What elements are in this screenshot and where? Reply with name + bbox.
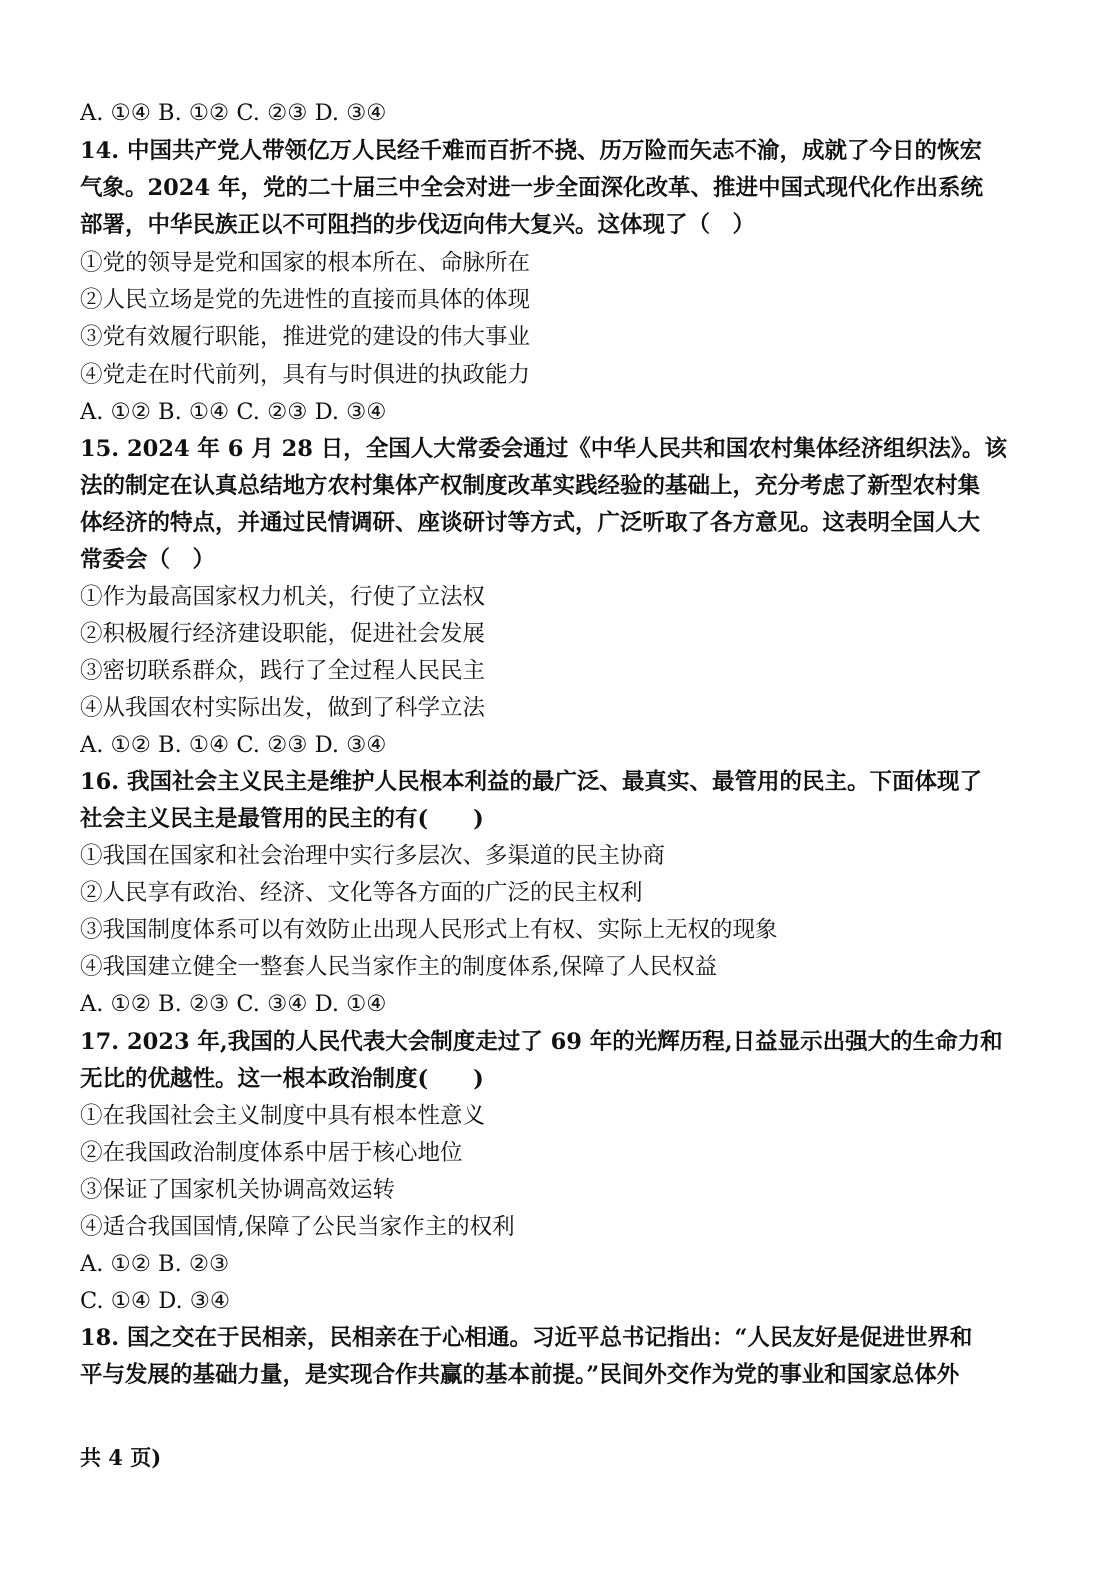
q17-option-3: ③保证了国家机关协调高效运转 (80, 1177, 396, 1203)
q16-option-2: ②人民享有政治、经济、文化等各方面的广泛的民主权利 (80, 880, 643, 906)
q17-option-2: ②在我国政治制度体系中居于核心地位 (80, 1140, 463, 1166)
q15-stem-line-3: 体经济的特点，并通过民情调研、座谈研讨等方式，广泛听取了各方意见。这表明全国人大 (80, 510, 981, 536)
q14-option-4: ④党走在时代前列，具有与时俱进的执政能力 (80, 362, 531, 388)
q15-answer-choices: A. ①② B. ①④ C. ②③ D. ③④ (80, 732, 387, 758)
q17-option-1: ①在我国社会主义制度中具有根本性意义 (80, 1103, 486, 1129)
q17-stem-line-2: 无比的优越性。这一根本政治制度( ) (80, 1066, 484, 1092)
q15-option-2: ②积极履行经济建设职能，促进社会发展 (80, 621, 486, 647)
q17-stem-line-1: 17. 2023 年,我国的人民代表大会制度走过了 69 年的光辉历程,日益显示出强大的生命力和 (80, 1029, 1003, 1055)
q18-stem-line-1: 18. 国之交在于民相亲，民相亲在于心相通。习近平总书记指出：“人民友好是促进世界和 (80, 1325, 973, 1351)
q17-answer-choices-line-1: A. ①② B. ②③ (80, 1251, 230, 1277)
q17-option-4: ④适合我国国情,保障了公民当家作主的权利 (80, 1214, 515, 1240)
q15-stem-line-4: 常委会（ ） (80, 547, 216, 573)
q13-answer-choices: A. ①④ B. ①② C. ②③ D. ③④ (80, 100, 387, 126)
q16-stem-line-2: 社会主义民主是最管用的民主的有( ) (80, 806, 484, 832)
q16-stem-line-1: 16. 我国社会主义民主是维护人民根本利益的最广泛、最真实、最管用的民主。下面体现了 (80, 769, 982, 795)
page-footer: 共 4 页) (80, 1445, 162, 1470)
q14-stem-line-3: 部署，中华民族正以不可阻挡的步伐迈向伟大复兴。这体现了（ ） (80, 212, 756, 238)
q14-option-2: ②人民立场是党的先进性的直接而具体的体现 (80, 287, 531, 313)
q15-option-1: ①作为最高国家权力机关，行使了立法权 (80, 584, 486, 610)
q14-stem-line-1: 14. 中国共产党人带领亿万人民经千难而百折不挠、历万险而矢志不渝，成就了今日的恢宏 (80, 138, 982, 164)
q16-answer-choices: A. ①② B. ②③ C. ③④ D. ①④ (80, 991, 387, 1017)
q14-option-3: ③党有效履行职能，推进党的建设的伟大事业 (80, 324, 531, 350)
q16-option-3: ③我国制度体系可以有效防止出现人民形式上有权、实际上无权的现象 (80, 917, 778, 943)
q14-answer-choices: A. ①② B. ①④ C. ②③ D. ③④ (80, 399, 387, 425)
q15-option-3: ③密切联系群众，践行了全过程人民民主 (80, 658, 486, 684)
q16-option-1: ①我国在国家和社会治理中实行多层次、多渠道的民主协商 (80, 843, 666, 869)
q18-stem-line-2: 平与发展的基础力量，是实现合作共赢的基本前提。”民间外交作为党的事业和国家总体外 (80, 1362, 960, 1388)
q15-option-4: ④从我国农村实际出发，做到了科学立法 (80, 695, 486, 721)
q14-stem-line-2: 气象。2024 年，党的二十届三中全会对进一步全面深化改革、推进中国式现代化作出系统 (80, 175, 983, 201)
q15-stem-line-2: 法的制定在认真总结地方农村集体产权制度改革实践经验的基础上，充分考虑了新型农村集 (80, 473, 981, 499)
q15-stem-line-1: 15. 2024 年 6 月 28 日，全国人大常委会通过《中华人民共和国农村集体经济组织法》。该 (80, 436, 1007, 462)
q16-option-4: ④我国建立健全一整套人民当家作主的制度体系,保障了人民权益 (80, 954, 718, 980)
q17-answer-choices-line-2: C. ①④ D. ③④ (80, 1288, 231, 1314)
q14-option-1: ①党的领导是党和国家的根本所在、命脉所在 (80, 250, 531, 276)
